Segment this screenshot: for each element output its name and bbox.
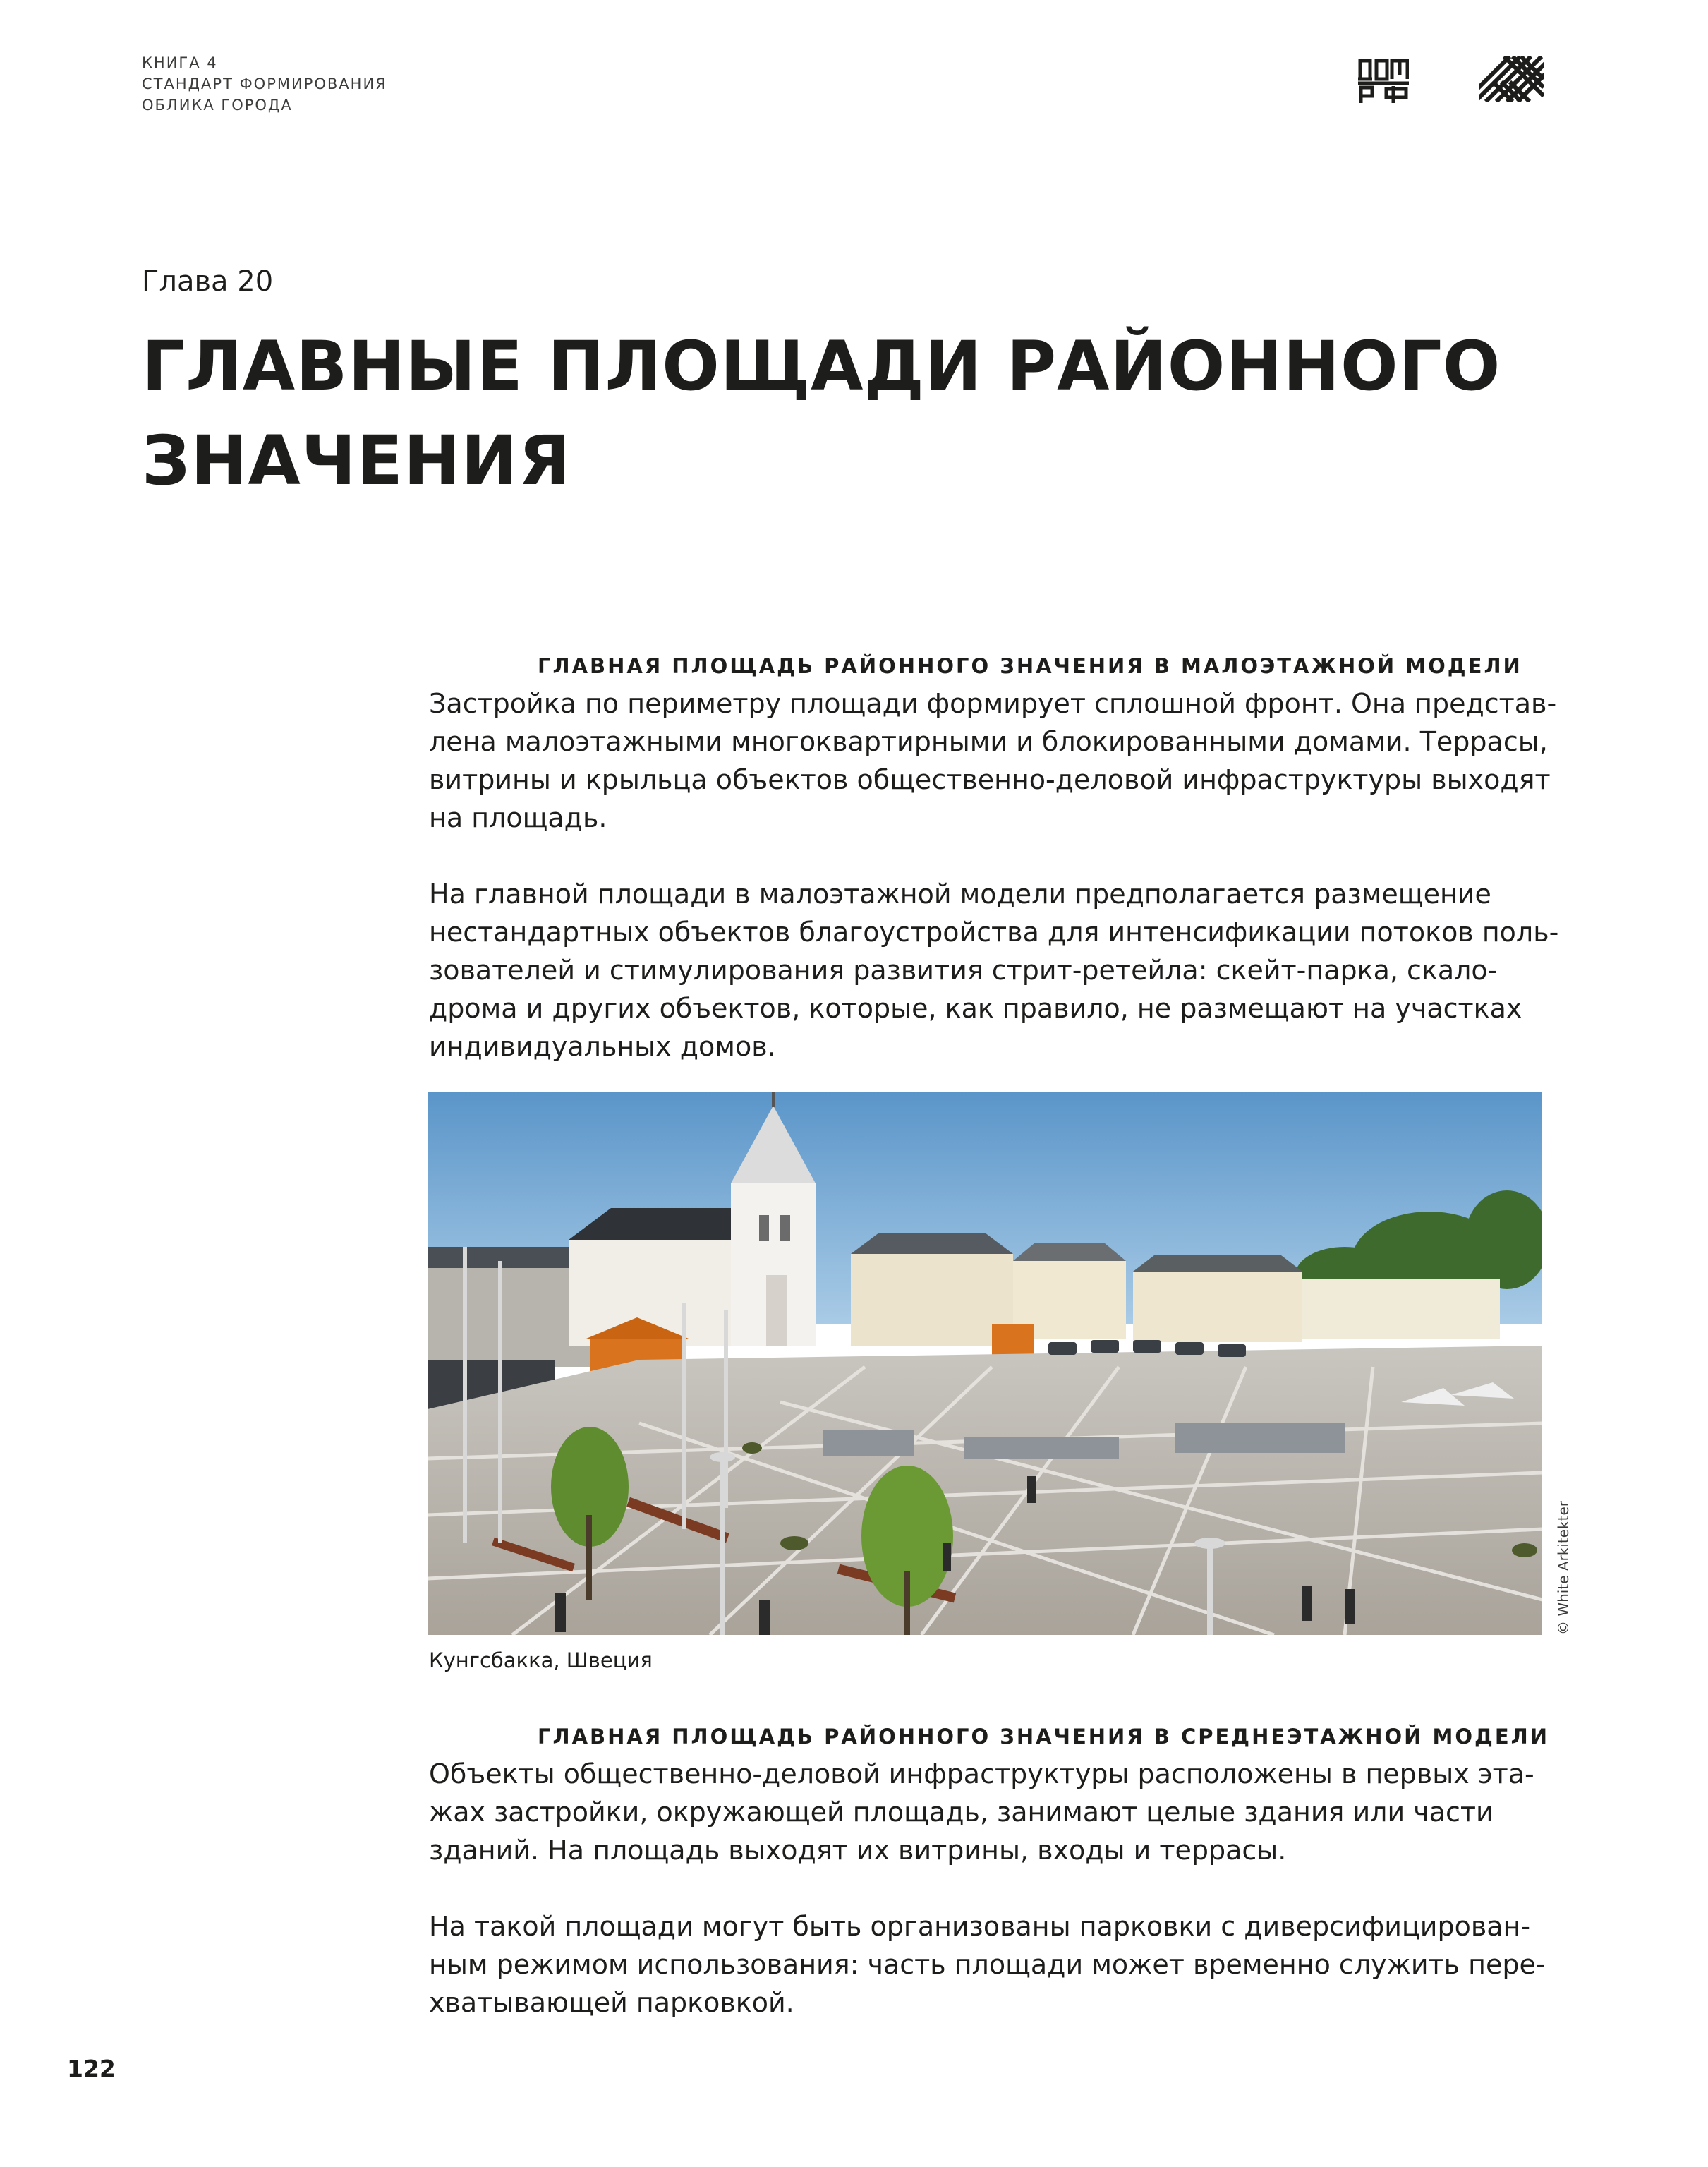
text-line: жах застройки, окружающей площадь, занимают целые здания или части (429, 1797, 1494, 1828)
text-line: индивидуальных домов. (429, 1031, 776, 1062)
title-line: ЗНАЧЕНИЯ (142, 421, 571, 500)
photo-caption: Кунгсбакка, Швеция (429, 1648, 653, 1672)
dom-rf-logo-icon (1358, 56, 1409, 104)
text-line: зователей и стимулирования развития стрит-ретейла: скейт-парка, скало- (429, 955, 1498, 986)
book-series-label (142, 52, 387, 116)
town-square-photo (428, 1092, 1542, 1635)
text-line: на площадь. (429, 802, 607, 833)
text-line: На главной площади в малоэтажной модели предполагается размещение (429, 879, 1491, 910)
page-number: 122 (67, 2055, 116, 2082)
text-line: витрины и крыльца объектов общественно-деловой инфраструктуры выходят (429, 764, 1551, 795)
book-line: СТАНДАРТ ФОРМИРОВАНИЯ (142, 76, 387, 92)
paragraph (429, 684, 1557, 837)
section-heading: ГЛАВНАЯ ПЛОЩАДЬ РАЙОННОГО ЗНАЧЕНИЯ В СРЕДНЕЭТАЖНОЙ МОДЕЛИ (538, 1725, 1550, 1749)
chapter-label: Глава 20 (142, 265, 274, 298)
text-line: лена малоэтажными многоквартирными и блокированными домами. Террасы, (429, 726, 1548, 757)
text-line: ным режимом использования: часть площади может временно служить пере- (429, 1949, 1546, 1980)
photo-credit: © White Arkitekter (1555, 1500, 1572, 1635)
paragraph (429, 1755, 1544, 1869)
text-line: нестандартных объектов благоустройства для интенсификации потоков поль- (429, 917, 1559, 948)
page-title (142, 319, 1501, 508)
paragraph (429, 875, 1559, 1066)
title-line: ГЛАВНЫЕ ПЛОЩАДИ РАЙОННОГО (142, 327, 1501, 406)
text-line: дрома и других объектов, которые, как правило, не размещают на участках (429, 993, 1522, 1024)
book-line: КНИГА 4 (142, 54, 218, 71)
text-line: хватывающей парковкой. (429, 1987, 794, 2018)
text-line: Объекты общественно-деловой инфраструктуры расположены в первых эта- (429, 1758, 1534, 1789)
book-line: ОБЛИКА ГОРОДА (142, 97, 293, 114)
text-line: Застройка по периметру площади формирует сплошной фронт. Она представ- (429, 688, 1557, 719)
text-line: На такой площади могут быть организованы парковки с диверсифицирован- (429, 1911, 1531, 1942)
section-heading: ГЛАВНАЯ ПЛОЩАДЬ РАЙОННОГО ЗНАЧЕНИЯ В МАЛОЭТАЖНОЙ МОДЕЛИ (538, 654, 1522, 678)
pattern-logo-icon (1479, 56, 1544, 102)
text-line: зданий. На площадь выходят их витрины, входы и террасы. (429, 1835, 1287, 1866)
paragraph (429, 1907, 1544, 2022)
